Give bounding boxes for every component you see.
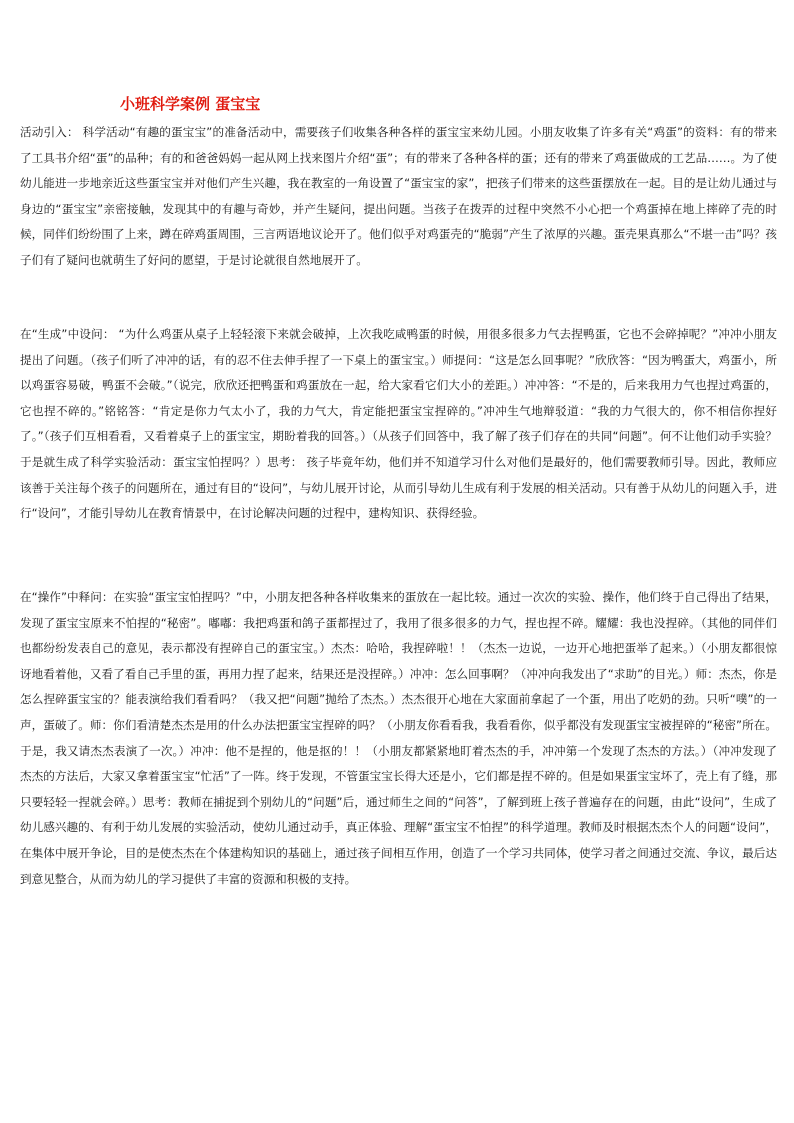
document-title: 小班科学案例 蛋宝宝: [120, 95, 261, 113]
paragraph-generation: 在“生成”中设问： “为什么鸡蛋从桌子上轻轻滚下来就会破掉，上次我吃咸鸭蛋的时候，用很多很多力气去捏鸭蛋，它也不会碎掉呢？”冲冲小朋友提出了问题。（孩子们听了冲冲的话，有的忍不住去伸手捏了一下桌上的蛋宝宝。）师提问：“这是怎么回事呢？”欣欣答：“因为鸭蛋大，鸡蛋小，所以鸡蛋容易破，鸭蛋不会破。”（说完，欣欣还把鸭蛋和鸡蛋放在一起，给大家看它们大小的差距。）冲冲答：“不是的，后来我用力气也捏过鸡蛋的，它也捏不碎的。”铭铭答：“肯定是你力气太小了，我的力气大，肯定能把蛋宝宝捏碎的。”冲冲生气地辩驳道：“我的力气很大的，你不相信你捏好了。”（孩子们互相看看，又看着桌子上的蛋宝宝，期盼着我的回答。）（从孩子们回答中，我了解了孩子们存在的共同“问题”。何不让他们动手实验？于是就生成了科学实验活动：蛋宝宝怕捏吗？）思考： 孩子毕竟年幼，他们并不知道学习什么对他们是最好的，他们需要教师引导。因此，教师应该善于关注每个孩子的问题所在，通过有目的“设问”，与幼儿展开讨论，从而引导幼儿生成有利于发展的相关活动。只有善于从幼儿的问题入手，进行“设问”，才能引导幼儿在教育情景中，在讨论解决问题的过程中，建构知识、获得经验。: [20, 327, 777, 521]
paragraph-introduction: 活动引入： 科学活动“有趣的蛋宝宝”的准备活动中，需要孩子们收集各种各样的蛋宝宝来幼儿园。小朋友收集了许多有关“鸡蛋”的资料：有的带来了工具书介绍“蛋”的品种；有的和爸爸妈妈一起从网上找来图片介绍“蛋”；有的带来了各种各样的蛋；还有的带来了鸡蛋做成的工艺品……。为了使幼儿能进一步地亲近这些蛋宝宝并对他们产生兴趣，我在教室的一角设置了“蛋宝宝的家”，把孩子们带来的这些蛋摆放在一起。目的是让幼儿通过与身边的“蛋宝宝”亲密接触，发现其中的有趣与奇妙，并产生疑问，提出问题。当孩子在拨弄的过程中突然不小心把一个鸡蛋掉在地上摔碎了壳的时候，同伴们纷纷围了上来，蹲在碎鸡蛋周围，三言两语地议论开了。他们似乎对鸡蛋壳的“脆弱”产生了浓厚的兴趣。蛋壳果真那么“不堪一击”吗？孩子们有了疑问也就萌生了好问的愿望，于是讨论就很自然地展开了。: [20, 125, 777, 267]
paragraph-operation: 在“操作”中释问：在实验“蛋宝宝怕捏吗？”中，小朋友把各种各样收集来的蛋放在一起比较。通过一次次的实验、操作，他们终于自己得出了结果，发现了蛋宝宝原来不怕捏的“秘密”。嘟嘟：我把鸡蛋和鸽子蛋都捏过了，我用了很多很多的力气，捏也捏不碎。耀耀：我也没捏碎。（其他的同伴们也都纷纷发表自己的意见，表示都没有捏碎自己的蛋宝宝。）杰杰：哈哈，我捏碎啦！！（杰杰一边说，一边开心地把蛋举了起来。）（小朋友都很惊讶地看着他，又看了看自己手里的蛋，再用力捏了起来，结果还是没捏碎。）冲冲：怎么回事啊？（冲冲向我发出了“求助”的目光。）师：杰杰，你是怎么捏碎蛋宝宝的？能表演给我们看看吗？（我又把“问题”抛给了杰杰。）杰杰很开心地在大家面前拿起了一个蛋，用出了吃奶的劲。只听“噗”的一声，蛋破了。师：你们看清楚杰杰是用的什么办法把蛋宝宝捏碎的吗？（小朋友你看看我，我看看你，似乎都没有发现蛋宝宝被捏碎的“秘密”所在。于是，我又请杰杰表演了一次。）冲冲：他不是捏的，他是抠的！！（小朋友都紧紧地盯着杰杰的手，冲冲第一个发现了杰杰的方法。）（冲冲发现了杰杰的方法后，大家又拿着蛋宝宝“忙活”了一阵。终于发现，不管蛋宝宝长得大还是小，它们都是捏不碎的。但是如果蛋宝宝坏了，壳上有了缝，那只要轻轻一捏就会碎。）思考：教师在捕捉到个别幼儿的“问题”后，通过师生之间的“问答”，了解到班上孩子普遍存在的问题，由此“设问”，生成了幼儿感兴趣的、有利于幼儿发展的实验活动，使幼儿通过动手，真正体验、理解“蛋宝宝不怕捏”的科学道理。教师及时根据杰杰个人的问题“设问”，在集体中展开争论，目的是使杰杰在个体建构知识的基础上，通过孩子间相互作用，创造了一个学习共同体，使学习者之间通过交流、争议，最后达到意见整合，从而为幼儿的学习提供了丰富的资源和积极的支持。: [20, 590, 777, 886]
